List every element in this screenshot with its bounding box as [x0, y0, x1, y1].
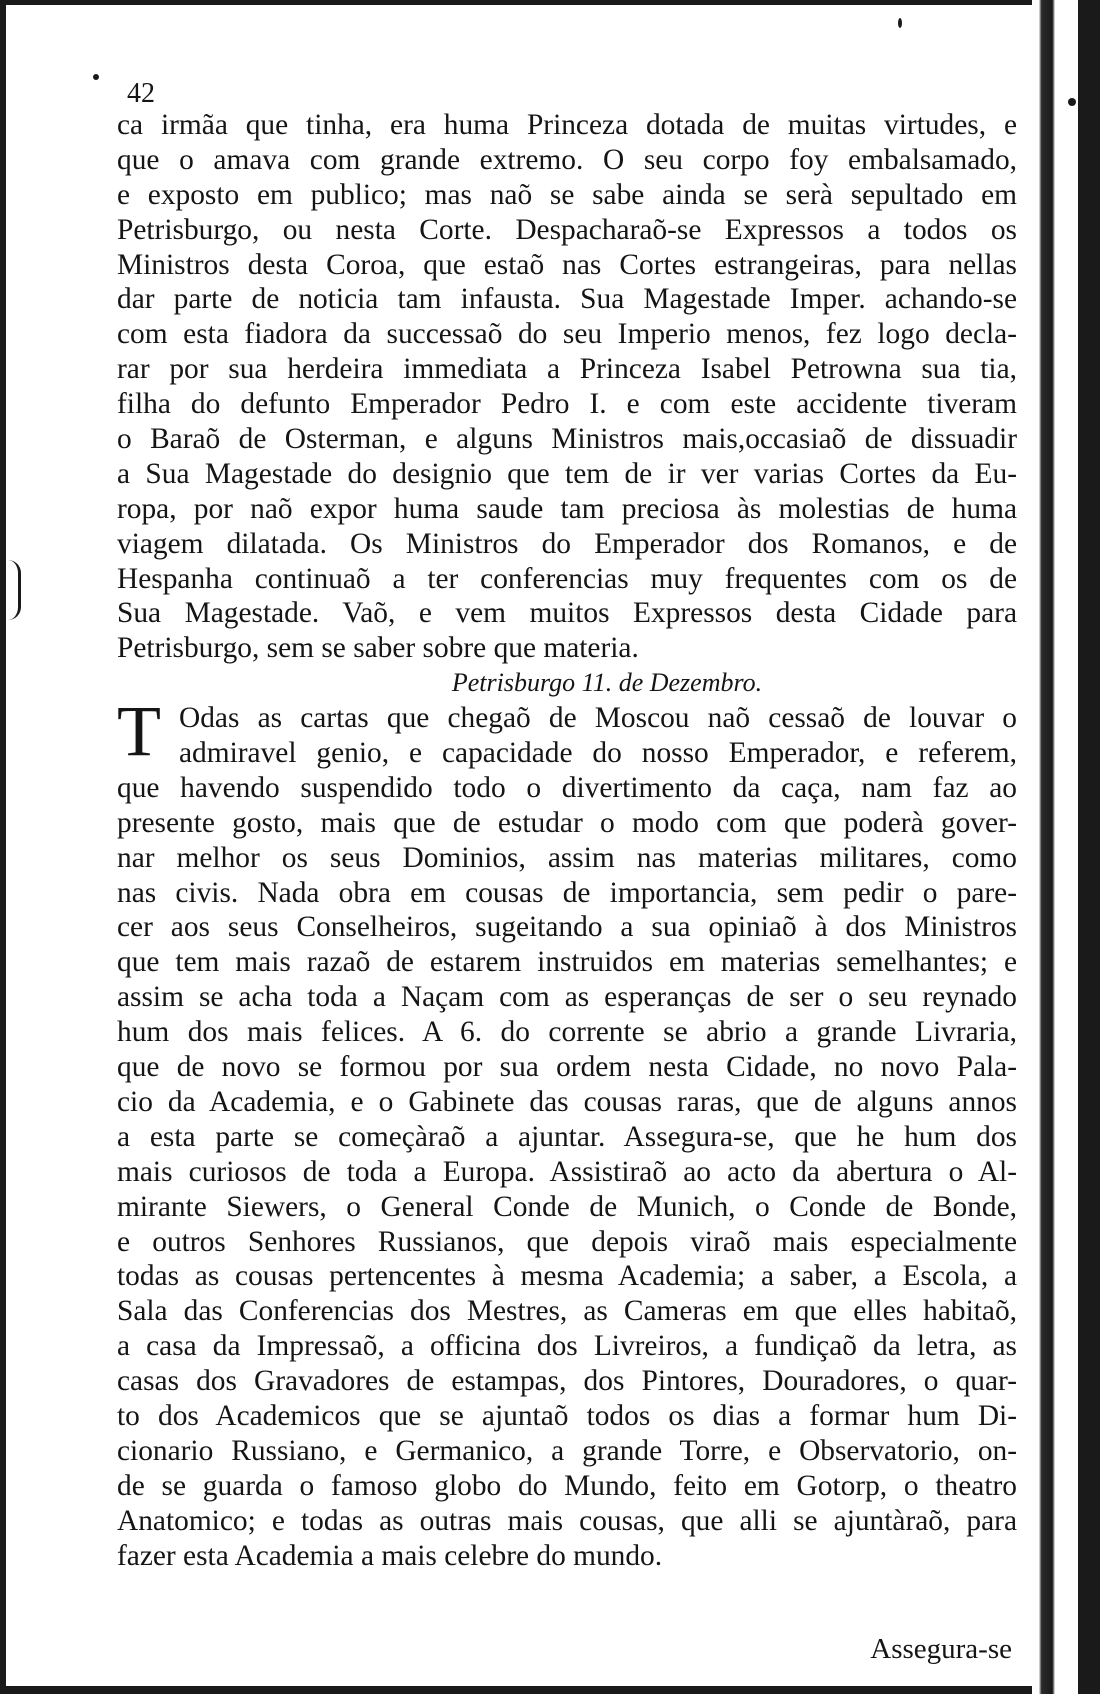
text-line: Petrisburgo, sem se saber sobre que materia.	[117, 632, 639, 665]
text-line: a casa da Impressaõ, a officina dos Livreiros, a fundiçaõ da letra, as	[117, 1330, 1017, 1363]
text-line: que o amava com grande extremo. O seu corpo foy embalsamado,	[117, 143, 1017, 176]
text-line: que havendo suspendido todo o divertimento da caça, nam faz ao	[117, 771, 1017, 804]
dateline: Petrisburgo 11. de Dezembro.	[451, 668, 763, 698]
text-line: Sua Magestade. Vaõ, e vem muitos Expressos desta Cidade para	[117, 597, 1017, 630]
body-text	[117, 108, 1017, 1573]
page-edge-left	[0, 0, 6, 1694]
text-line: ca irmãa que tinha, era huma Princeza dotada de muitas virtudes, e	[117, 109, 1017, 141]
ink-speck	[1068, 98, 1076, 106]
text-line: to dos Academicos que se ajuntaõ todos os dias a formar hum Di-	[117, 1399, 1017, 1432]
text-line: nar melhor os seus Dominios, assim nas materias militares, como	[117, 841, 1017, 874]
binding-edge	[1078, 0, 1100, 1694]
text-line: nas civis. Nada obra em cousas de importancia, sem pedir o pare-	[117, 876, 1017, 909]
text-line: filha do defunto Emperador Pedro I. e com este accidente tiveram	[117, 388, 1017, 421]
text-line: Anatomico; e todas as outras mais cousas, que alli se ajuntàraõ, para	[117, 1504, 1017, 1537]
text-line: todas as cousas pertencentes à mesma Academia; a saber, a Escola, a	[117, 1260, 1017, 1293]
text-line: Sala das Conferencias dos Mestres, as Cameras em que elles habitaõ,	[117, 1295, 1017, 1328]
bleed-through-mark	[8, 560, 21, 620]
text-line: viagem dilatada. Os Ministros do Emperador dos Romanos, e de	[117, 527, 1017, 560]
text-line: Hespanha continuaõ a ter conferencias muy frequentes com os de	[117, 562, 1017, 595]
text-line: de se guarda o famoso globo do Mundo, feito em Gotorp, o theatro	[117, 1469, 1017, 1502]
text-line: a Sua Magestade do designio que tem de ir ver varias Cortes da Eu-	[117, 457, 1017, 490]
text-line: Petrisburgo, ou nesta Corte. Despacharaõ-se Expressos a todos os	[117, 213, 1017, 246]
text-line: admiravel genio, e capacidade do nosso Emperador, e referem,	[179, 737, 1017, 770]
paragraph-2	[117, 691, 1017, 1573]
text-line: Ministros desta Coroa, que estaõ nas Cortes estrangeiras, para nellas	[117, 248, 1017, 281]
page-number: 42	[127, 78, 155, 109]
text-line: e exposto em publico; mas naõ se sabe ainda se serà sepultado em	[117, 178, 1017, 211]
text-line: cio da Academia, e o Gabinete das cousas raras, que de alguns annos	[117, 1085, 1017, 1118]
page-edge-bottom	[0, 1686, 1100, 1694]
catchword: Assegura-se	[870, 1633, 1012, 1665]
text-line: a esta parte se começàraõ a ajuntar. Assegura-se, que he hum dos	[117, 1120, 1017, 1153]
text-line: que tem mais razaõ de estarem instruidos em materias semelhantes; e	[117, 946, 1017, 979]
text-line: fazer esta Academia a mais celebre do mundo.	[117, 1539, 663, 1572]
text-line: mirante Siewers, o General Conde de Munich, o Conde de Bonde,	[117, 1190, 1017, 1223]
text-line: presente gosto, mais que de estudar o modo com que poderà gover-	[117, 806, 1017, 839]
page-edge-top	[0, 0, 1100, 5]
text-line: dar parte de noticia tam infausta. Sua Magestade Imper. achando-se	[117, 283, 1017, 316]
text-line: hum dos mais felices. A 6. do corrente se abrio a grande Livraria,	[117, 1016, 1017, 1049]
text-line: ropa, por naõ expor huma saude tam preciosa às molestias de huma	[117, 492, 1017, 525]
text-line: que de novo se formou por sua ordem nesta Cidade, no novo Pala-	[117, 1051, 1017, 1084]
text-line: cionario Russiano, e Germanico, a grande Torre, e Observatorio, on-	[117, 1434, 1017, 1467]
text-line: o Baraõ de Osterman, e alguns Ministros mais,occasiaõ de dissuadir	[117, 423, 1017, 456]
drop-cap: T	[117, 691, 161, 772]
ink-speck	[898, 18, 902, 28]
ink-speck	[93, 74, 99, 80]
text-line: e outros Senhores Russianos, que depois viraõ mais especialmente	[117, 1225, 1017, 1258]
paragraph-1	[117, 108, 1017, 666]
text-line: com esta fiadora da successaõ do seu Imperio menos, fez logo decla-	[117, 318, 1017, 351]
text-line: Odas as cartas que chegaõ de Moscou naõ cessaõ de louvar o	[179, 702, 1017, 735]
text-line: casas dos Gravadores de estampas, dos Pintores, Douradores, o quar-	[117, 1365, 1017, 1398]
text-line: rar por sua herdeira immediata a Princeza Isabel Petrowna sua tia,	[117, 353, 1017, 386]
text-line: assim se acha toda a Naçam com as esperanças de ser o seu reynado	[117, 981, 1017, 1014]
text-line: mais curiosos de toda a Europa. Assistiraõ ao acto da abertura o Al-	[117, 1155, 1017, 1188]
text-line: cer aos seus Conselheiros, sugeitando a sua opiniaõ à dos Ministros	[117, 911, 1017, 944]
